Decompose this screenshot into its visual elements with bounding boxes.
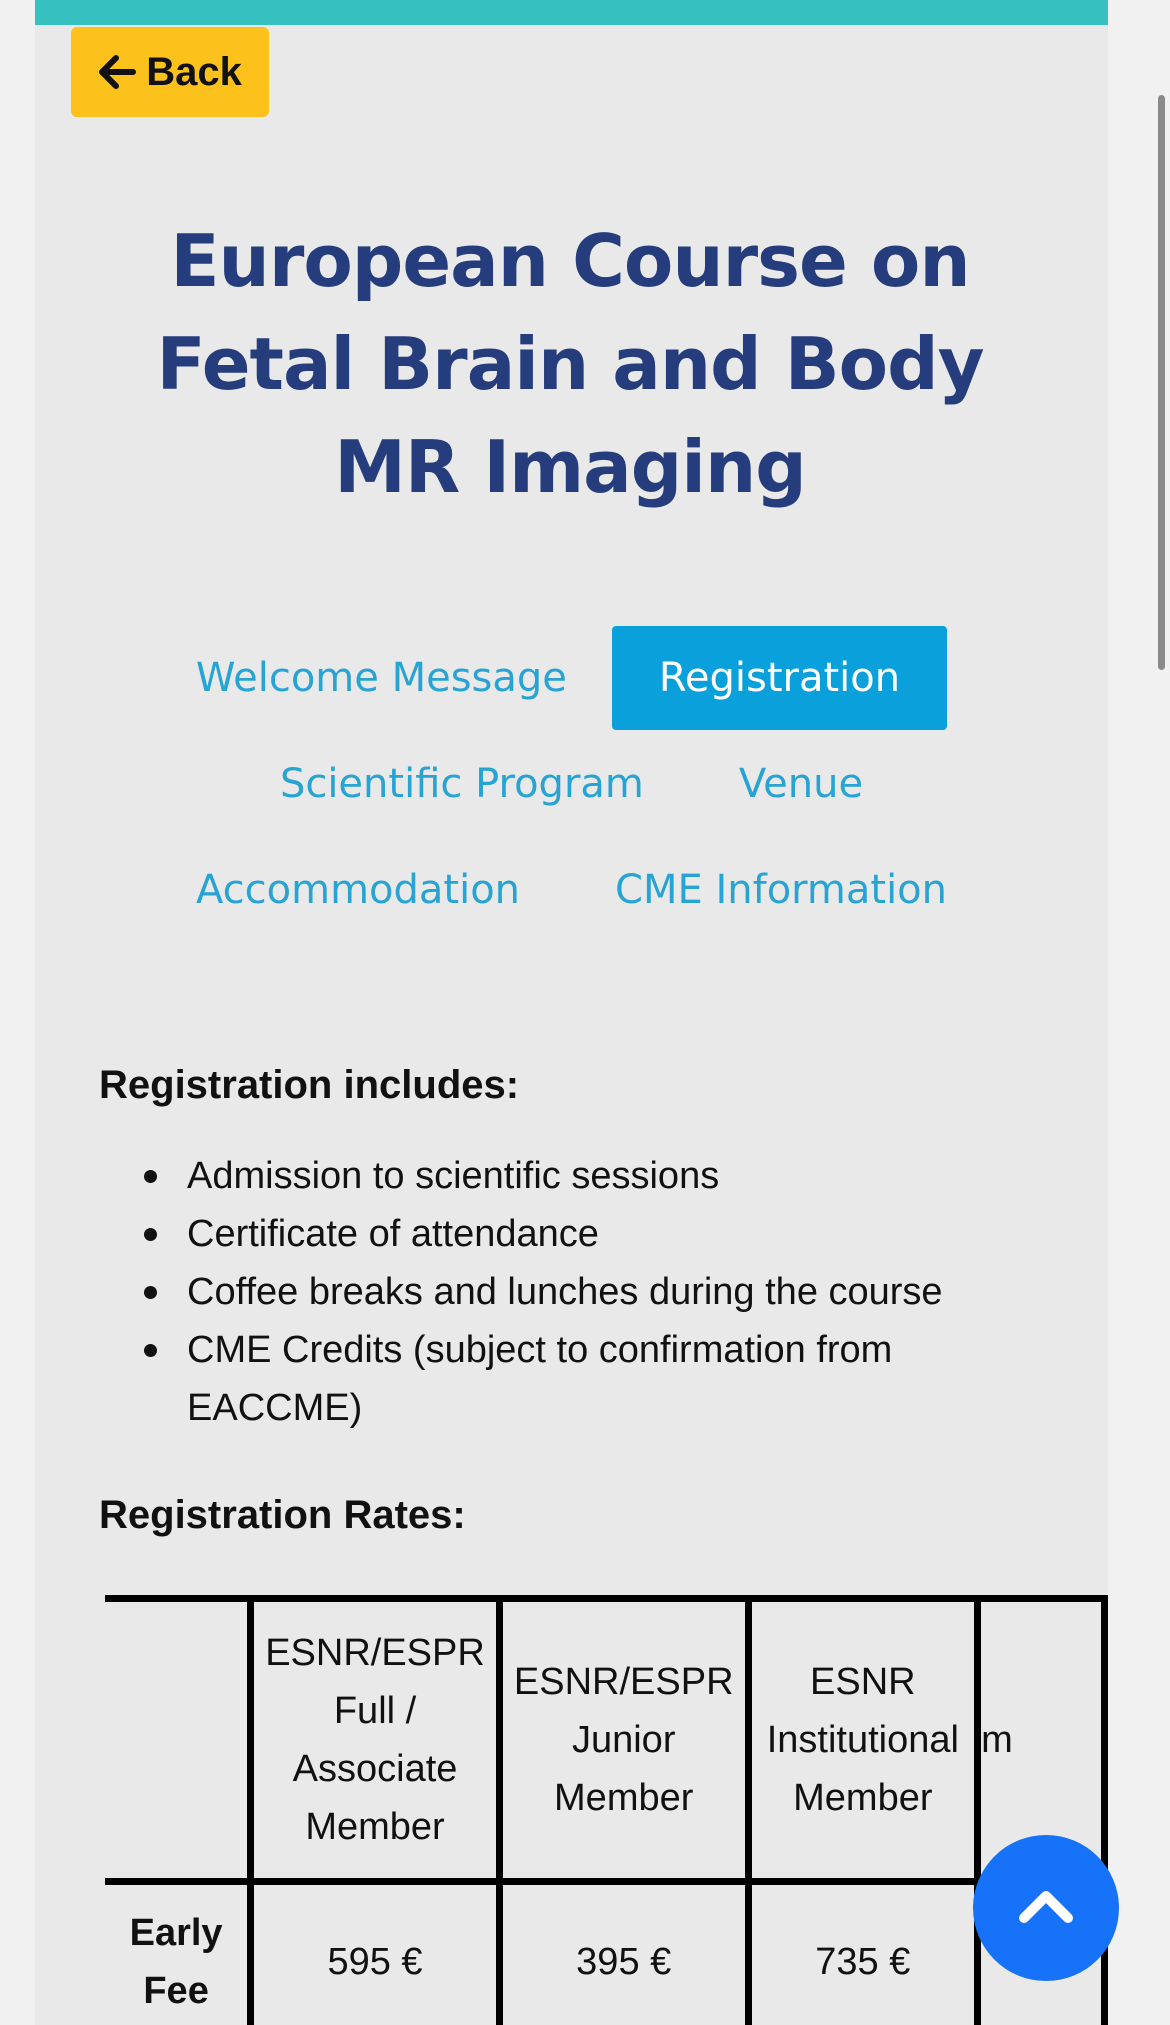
table-header-cell: ESNR Institutional Member <box>748 1599 978 1882</box>
table-header-row <box>105 1599 1105 1882</box>
rates-table <box>105 1595 1108 2025</box>
back-button-label: Back <box>146 50 242 95</box>
chevron-up-icon <box>1016 1886 1076 1931</box>
nav-scientific-program[interactable]: Scientific Program <box>280 732 644 836</box>
rates-heading: Registration Rates: <box>99 1485 1095 1545</box>
table-header-cell: ESNR/ESPR Junior Member <box>499 1599 748 1882</box>
list-item: Certificate of attendance <box>105 1205 1007 1263</box>
list-item: Admission to scientific sessions <box>105 1147 1007 1205</box>
list-item: CME Credits (subject to confirmation from EACCME) <box>105 1321 1007 1437</box>
table-header-cell <box>105 1599 251 1882</box>
table-cell: 395 € <box>499 1882 748 2025</box>
registration-content <box>105 1055 1095 1545</box>
page-title: European Course on Fetal Brain and Body MR Imaging <box>85 210 1055 519</box>
nav-row <box>35 731 1108 837</box>
nav-row <box>35 625 1108 731</box>
table-cell: 595 € <box>251 1882 500 2025</box>
scroll-to-top-button[interactable] <box>973 1835 1119 1981</box>
list-item: Coffee breaks and lunches during the course <box>105 1263 1007 1321</box>
rates-table-scroll[interactable] <box>105 1595 1108 2025</box>
section-nav <box>35 625 1108 943</box>
scrollbar-thumb[interactable] <box>1158 95 1165 670</box>
includes-list <box>105 1147 1095 1437</box>
nav-welcome-message[interactable]: Welcome Message <box>196 626 567 730</box>
back-button[interactable] <box>71 27 269 117</box>
table-row-label: Early Fee <box>105 1882 251 2025</box>
table-cell: 735 € <box>748 1882 978 2025</box>
table-header-cell: ESNR/ESPR Full / Associate Member <box>251 1599 500 1882</box>
table-row <box>105 1882 1105 2025</box>
table-header-cell: m <box>978 1599 1105 1882</box>
nav-cme-information[interactable]: CME Information <box>615 838 947 942</box>
nav-venue[interactable]: Venue <box>739 732 863 836</box>
top-accent-bar <box>35 0 1108 25</box>
nav-accommodation[interactable]: Accommodation <box>196 838 520 942</box>
nav-row <box>35 837 1108 943</box>
includes-heading: Registration includes: <box>99 1055 1095 1115</box>
arrow-left-icon <box>98 55 136 89</box>
main-panel <box>35 25 1108 2025</box>
nav-registration[interactable]: Registration <box>612 626 947 730</box>
